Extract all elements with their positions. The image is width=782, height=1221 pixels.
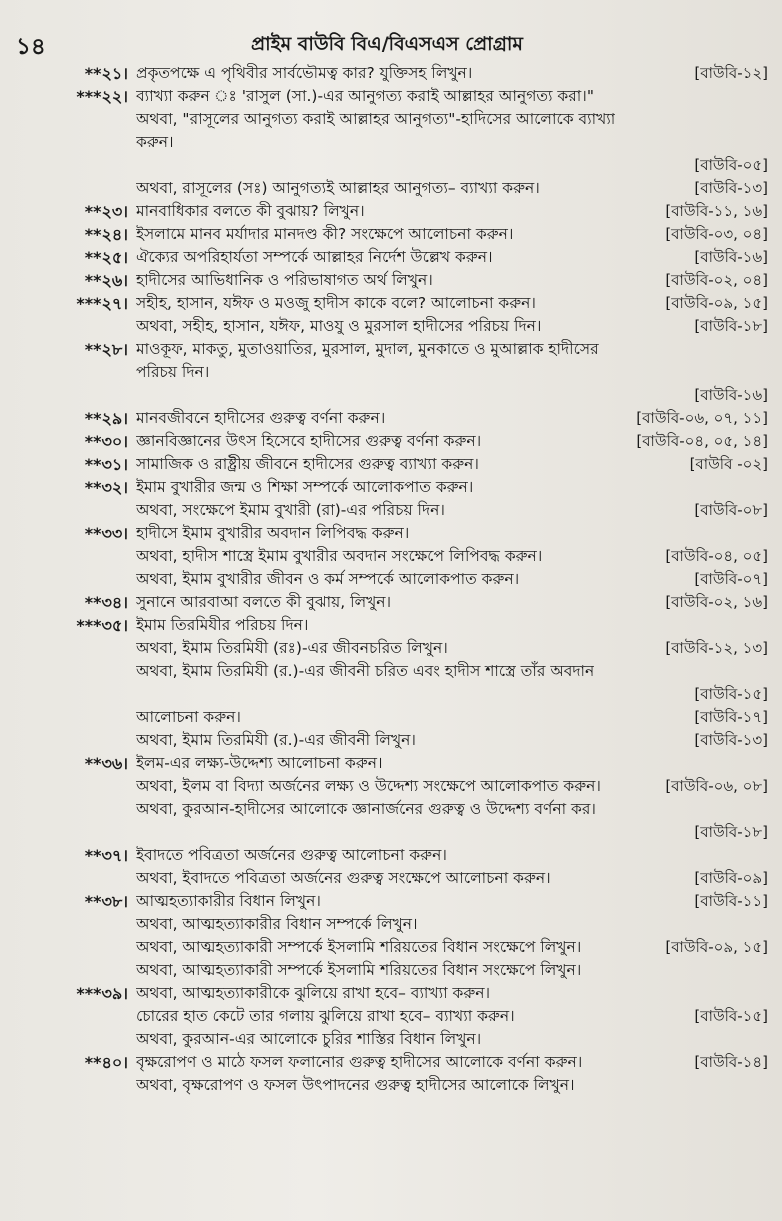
question-line <box>136 223 768 246</box>
question-number: **৩৩। <box>84 524 128 543</box>
question-line <box>136 1051 768 1074</box>
question-line <box>136 844 768 867</box>
question-text: অথবা, আত্মহত্যাকারী সম্পর্কে ইসলামি শরিয়তের বিধান সংক্ষেপে লিখুন। <box>136 938 582 956</box>
question-text: বৃক্ষরোপণ ও মাঠে ফসল ফলানোর গুরুত্ব হাদীসের আলোকে বর্ণনা করুন। <box>136 1053 583 1071</box>
exam-reference: [বাউবি-০৯, ১৫] <box>665 938 768 956</box>
exam-reference: [বাউবি-০৯] <box>694 869 768 887</box>
exam-reference: [বাউবি-১৩] <box>694 731 768 749</box>
exam-reference: [বাউবি-০৭] <box>694 570 768 588</box>
question-text: অথবা, ইমাম তিরমিযী (র.)-এর জীবনী চরিত এবং হাদীস শাস্ত্রে তাঁর অবদান <box>136 662 595 680</box>
question-line <box>136 775 768 798</box>
question-body <box>136 85 768 200</box>
question-line <box>136 338 768 361</box>
question-body <box>136 614 768 752</box>
question-body <box>136 1051 768 1097</box>
exam-reference: [বাউবি-০৮] <box>694 501 768 519</box>
question-number: ***৩৯। <box>76 984 128 1003</box>
exam-reference: [বাউবি-১৮] <box>694 823 768 841</box>
question-body <box>136 890 768 982</box>
question-line <box>136 292 768 315</box>
question-text: ইমাম তিরমিযীর পরিচয় দিন। <box>136 616 309 634</box>
question-line <box>136 430 768 453</box>
exam-reference: [বাউবি-০৯, ১৫] <box>665 294 768 312</box>
question-body <box>136 338 768 407</box>
question-line <box>136 867 768 890</box>
question-line <box>136 798 768 821</box>
question-number: **৪০। <box>84 1053 128 1072</box>
question-number: **৩০। <box>84 432 128 451</box>
question-body <box>136 522 768 591</box>
question-text: হাদীসের আভিধানিক ও পরিভাষাগত অর্থ লিখুন। <box>136 271 433 289</box>
question-text: আত্মহত্যাকারীর বিধান লিখুন। <box>136 892 321 910</box>
question-body <box>136 982 768 1051</box>
question-text: অথবা, ইমাম বুখারীর জীবন ও কর্ম সম্পর্কে আলোকপাত করুন। <box>136 570 520 588</box>
question-line <box>136 982 768 1005</box>
question-text: আলোচনা করুন। <box>136 708 241 726</box>
question-text: অথবা, কুরআন-হাদীসের আলোকে জ্ঞানার্জনের গুরুত্ব ও উদ্দেশ্য বর্ণনা কর। <box>136 800 596 818</box>
exam-reference: [বাউবি-১৮] <box>694 317 768 335</box>
question-line <box>136 959 768 982</box>
question-item <box>0 292 782 338</box>
question-text: সহীহ, হাসান, যঈফ ও মওজু হাদীস কাকে বলে? আলোচনা করুন। <box>136 294 536 312</box>
exam-reference: [বাউবি-০৫] <box>694 156 768 174</box>
question-item <box>0 338 782 407</box>
question-line <box>136 614 768 637</box>
question-text: ঐক্যের অপরিহার্যতা সম্পর্কে আল্লাহর নির্দেশ উল্লেখ করুন। <box>136 248 493 266</box>
question-text: ইসলামে মানব মর্যাদার মানদণ্ড কী? সংক্ষেপে আলোচনা করুন। <box>136 225 514 243</box>
question-body <box>136 430 768 453</box>
exam-reference: [বাউবি-১৭] <box>694 708 768 726</box>
page-header <box>12 26 762 60</box>
question-number: **৩৭। <box>84 846 128 865</box>
question-text: চোরের হাত কেটে তার গলায় ঝুলিয়ে রাখা হবে– ব্যাখ্যা করুন। <box>136 1007 515 1025</box>
question-item <box>0 1051 782 1097</box>
question-text: প্রকৃতপক্ষে এ পৃথিবীর সার্বভৌমত্ব কার? যুক্তিসহ লিখুন। <box>136 64 473 82</box>
question-text: অথবা, আত্মহত্যাকারী সম্পর্কে ইসলামি শরিয়তের বিধান সংক্ষেপে লিখুন। <box>136 961 582 979</box>
question-body <box>136 453 768 476</box>
exam-reference: [বাউবি-১৫] <box>694 685 768 703</box>
question-item <box>0 223 782 246</box>
question-text: সুনানে আরবাআ বলতে কী বুঝায়, লিখুন। <box>136 593 392 611</box>
question-text: অথবা, ইমাম তিরমিযী (র.)-এর জীবনী লিখুন। <box>136 731 416 749</box>
question-body <box>136 269 768 292</box>
question-line <box>136 476 768 499</box>
question-number: **২৫। <box>84 248 128 267</box>
question-item <box>0 453 782 476</box>
question-number: **৩২। <box>84 478 128 497</box>
question-number: **৩৪। <box>84 593 128 612</box>
question-text: অথবা, ইলম বা বিদ্যা অর্জনের লক্ষ্য ও উদ্দেশ্য সংক্ষেপে আলোকপাত করুন। <box>136 777 601 795</box>
page-number: ১৪ <box>16 34 46 60</box>
question-line <box>136 522 768 545</box>
question-text: ইবাদতে পবিত্রতা অর্জনের গুরুত্ব আলোচনা করুন। <box>136 846 447 864</box>
question-line <box>136 315 768 338</box>
question-line <box>136 706 768 729</box>
question-number: ***২৭। <box>76 294 128 313</box>
question-item <box>0 476 782 522</box>
question-item <box>0 200 782 223</box>
question-body <box>136 591 768 614</box>
question-number: **৩৬। <box>84 754 128 773</box>
question-item <box>0 752 782 844</box>
exam-reference: [বাউবি-১৪] <box>694 1053 768 1071</box>
exam-reference: [বাউবি -০২] <box>689 455 768 473</box>
question-text: মানবাধিকার বলতে কী বুঝায়? লিখুন। <box>136 202 365 220</box>
question-text: অথবা, কুরআন-এর আলোকে চুরির শাস্তির বিধান লিখুন। <box>136 1030 482 1048</box>
question-line <box>136 637 768 660</box>
question-text: জ্ঞানবিজ্ঞানের উৎস হিসেবে হাদীসের গুরুত্ব বর্ণনা করুন। <box>136 432 482 450</box>
question-text: অথবা, সহীহ, হাসান, যঈফ, মাওযু ও মুরসাল হাদীসের পরিচয় দিন। <box>136 317 542 335</box>
question-line <box>136 269 768 292</box>
exam-reference: [বাউবি-০২, ১৬] <box>665 593 768 611</box>
question-item <box>0 614 782 752</box>
question-body <box>136 200 768 223</box>
exam-reference: [বাউবি-০৩, ০৪] <box>665 225 768 243</box>
question-line <box>136 108 768 131</box>
question-line <box>136 407 768 430</box>
exam-reference: [বাউবি-১২, ১৩] <box>665 639 768 657</box>
exam-reference: [বাউবি-০৪, ০৫, ১৪] <box>636 432 768 450</box>
exam-reference: [বাউবি-০৬, ০৮] <box>665 777 768 795</box>
question-number: **২৪। <box>84 225 128 244</box>
question-number: **২৮। <box>84 340 128 359</box>
question-line <box>136 568 768 591</box>
question-item <box>0 522 782 591</box>
question-number: **২৯। <box>84 409 128 428</box>
question-text: অথবা, "রাসূলের আনুগত্য করাই আল্লাহর আনুগত্য"-হাদিসের আলোকে ব্যাখ্যা <box>136 110 616 128</box>
question-line <box>136 936 768 959</box>
question-line <box>136 361 768 384</box>
question-number: **২৩। <box>84 202 128 221</box>
question-item <box>0 591 782 614</box>
book-title: প্রাইম বাউবি বিএ/বিএসএস প্রোগ্রাম <box>251 33 523 55</box>
question-line <box>136 660 768 683</box>
question-item <box>0 430 782 453</box>
question-list <box>0 62 782 1097</box>
question-text: অথবা, হাদীস শাস্ত্রে ইমাম বুখারীর অবদান সংক্ষেপে লিপিবদ্ধ করুন। <box>136 547 543 565</box>
question-text: অথবা, আত্মহত্যাকারীকে ঝুলিয়ে রাখা হবে– ব্যাখ্যা করুন। <box>136 984 491 1002</box>
question-body <box>136 246 768 269</box>
question-number: **২১। <box>84 64 128 83</box>
question-line <box>136 246 768 269</box>
exam-reference: [বাউবি-০২, ০৪] <box>665 271 768 289</box>
question-line <box>136 913 768 936</box>
question-text: অথবা, বৃক্ষরোপণ ও ফসল উৎপাদনের গুরুত্ব হাদীসের আলোকে লিখুন। <box>136 1076 575 1094</box>
question-text: করুন। <box>136 133 174 151</box>
question-item <box>0 407 782 430</box>
question-body <box>136 752 768 844</box>
question-line <box>136 85 768 108</box>
question-text: অথবা, রাসূলের (সঃ) আনুগত্যই আল্লাহর আনুগত্য– ব্যাখ্যা করুন। <box>136 179 540 197</box>
exam-reference: [বাউবি-১৩] <box>694 179 768 197</box>
question-number: ***৩৫। <box>76 616 128 635</box>
question-text: ব্যাখ্যা করুন ঃ 'রাসুল (সা.)-এর আনুগত্য করাই আল্লাহর আনুগত্য করা।" <box>136 87 594 105</box>
question-item <box>0 844 782 890</box>
question-item <box>0 982 782 1051</box>
question-text: মাওকূফ, মাকতু, মুতাওয়াতির, মুরসাল, মুদাল, মুনকাতে ও মুআল্লাক হাদীসের <box>136 340 599 358</box>
exam-reference: [বাউবি-১৬] <box>694 248 768 266</box>
question-body <box>136 844 768 890</box>
question-line <box>136 62 768 85</box>
question-text: সামাজিক ও রাষ্ট্রীয় জীবনে হাদীসের গুরুত্ব ব্যাখ্যা করুন। <box>136 455 479 473</box>
question-line <box>136 545 768 568</box>
question-text: অথবা, সংক্ষেপে ইমাম বুখারী (রা)-এর পরিচয় দিন। <box>136 501 445 519</box>
question-line <box>136 1005 768 1028</box>
exam-reference: [বাউবি-১১] <box>694 892 768 910</box>
question-number: ***২২। <box>76 87 128 106</box>
question-number: **২৬। <box>84 271 128 290</box>
question-line <box>136 1028 768 1051</box>
question-line <box>136 200 768 223</box>
question-text: ইমাম বুখারীর জন্ম ও শিক্ষা সম্পর্কে আলোকপাত করুন। <box>136 478 474 496</box>
question-item <box>0 269 782 292</box>
question-line <box>136 1074 768 1097</box>
question-text: হাদীসে ইমাম বুখারীর অবদান লিপিবদ্ধ করুন। <box>136 524 410 542</box>
question-number: **৩১। <box>84 455 128 474</box>
exam-reference: [বাউবি-০৪, ০৫] <box>665 547 768 565</box>
question-line <box>136 131 768 154</box>
question-body <box>136 62 768 85</box>
question-line <box>136 591 768 614</box>
question-body <box>136 223 768 246</box>
question-line <box>136 729 768 752</box>
exam-reference: [বাউবি-১১, ১৬] <box>665 202 768 220</box>
question-text: ইলম-এর লক্ষ্য-উদ্দেশ্য আলোচনা করুন। <box>136 754 383 772</box>
question-line <box>136 752 768 775</box>
question-line <box>136 890 768 913</box>
question-line <box>136 453 768 476</box>
question-item <box>0 85 782 200</box>
question-body <box>136 476 768 522</box>
exam-reference: [বাউবি-১৫] <box>694 1007 768 1025</box>
exam-reference: [বাউবি-১৬] <box>694 386 768 404</box>
question-body <box>136 407 768 430</box>
question-text: পরিচয় দিন। <box>136 363 210 381</box>
exam-reference: [বাউবি-০৬, ০৭, ১১] <box>636 409 768 427</box>
exam-reference: [বাউবি-১২] <box>694 64 768 82</box>
question-item <box>0 890 782 982</box>
question-text: অথবা, আত্মহত্যাকারীর বিধান সম্পর্কে লিখুন। <box>136 915 418 933</box>
question-line <box>136 499 768 522</box>
question-line <box>136 177 768 200</box>
question-item <box>0 62 782 85</box>
question-number: **৩৮। <box>84 892 128 911</box>
question-text: অথবা, ইবাদতে পবিত্রতা অর্জনের গুরুত্ব সংক্ষেপে আলোচনা করুন। <box>136 869 551 887</box>
question-item <box>0 246 782 269</box>
question-body <box>136 292 768 338</box>
question-text: অথবা, ইমাম তিরমিযী (রঃ)-এর জীবনচরিত লিখুন। <box>136 639 448 657</box>
question-text: মানবজীবনে হাদীসের গুরুত্ব বর্ণনা করুন। <box>136 409 386 427</box>
